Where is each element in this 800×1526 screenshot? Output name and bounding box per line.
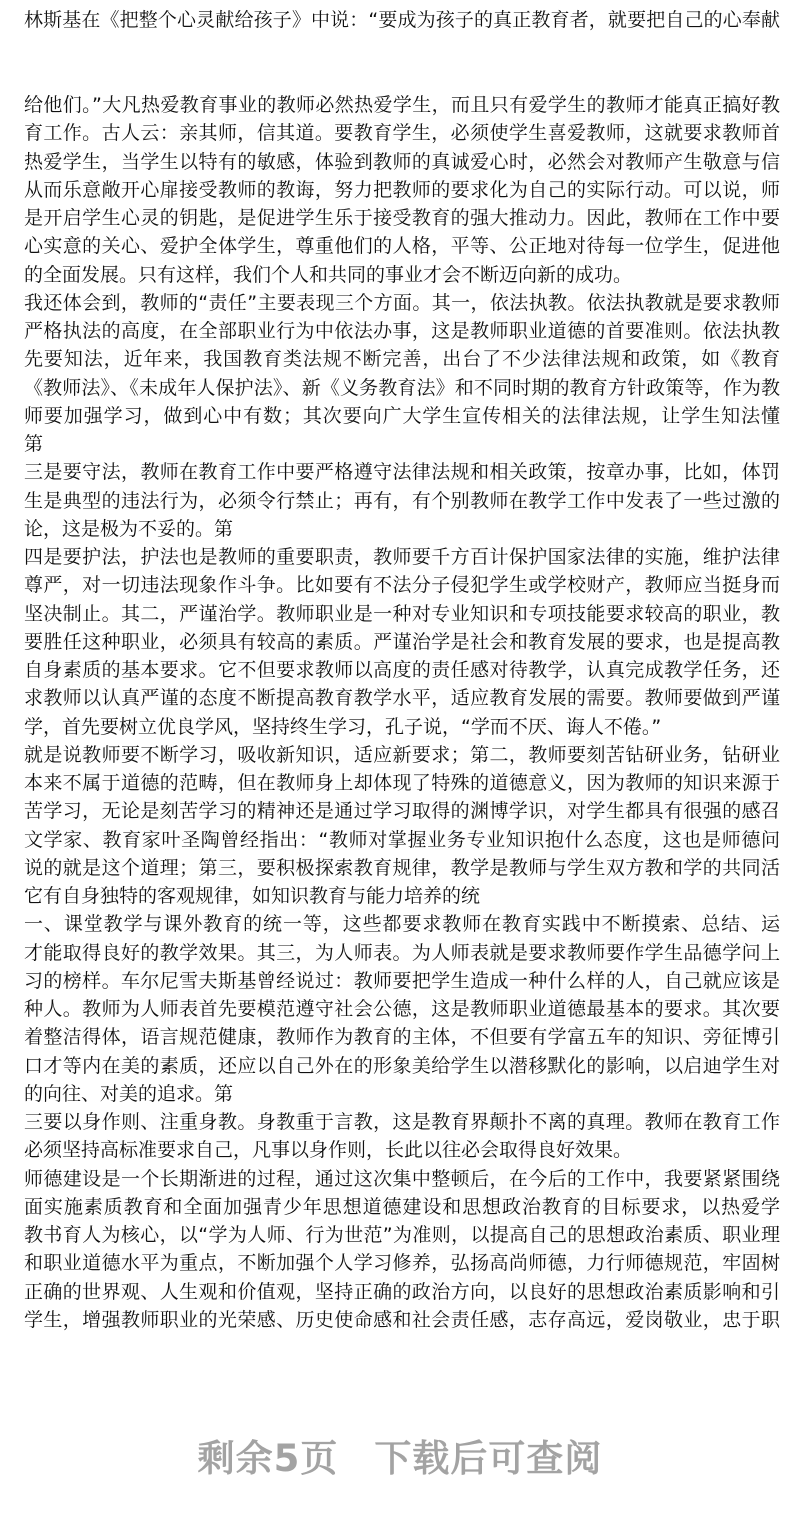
text-line: 是开启学生心灵的钥匙，是促进学生乐于接受教育的强大推动力。因此，教师在工作中要 xyxy=(24,207,780,229)
text-line: 教书育人为核心，以“学为人师、行为世范”为准则，以提高自己的思想政治素质、职业理 xyxy=(24,1224,780,1246)
text-line: 种人。教师为人师表首先要模范遵守社会公德，这是教师职业道德最基本的要求。其次要 xyxy=(24,998,780,1020)
text-line: 苦学习，无论是刻苦学习的精神还是通过学习取得的渊博学识，对学生都具有很强的感召 xyxy=(24,800,780,823)
text-line: 才能取得良好的教学效果。其三，为人师表。为人师表就是要求教师要作学生品德学问上 xyxy=(24,941,780,964)
text-line: 求教师以认真严谨的态度不断提高教育教学水平，适应教育发展的需要。教师要做到严谨 xyxy=(24,687,780,710)
text-line: 给他们。”大凡热爱教育事业的教师必然热爱学生，而且只有爱学生的教师才能真正搞好教 xyxy=(24,94,780,116)
text-line: 林斯基在《把整个心灵献给孩子》中说：“要成为孩子的真正教育者，就要把自己的心奉献 xyxy=(24,9,780,31)
text-line: 口才等内在美的素质，还应以自己外在的形象美给学生以潜移默化的影响，以启迪学生对 xyxy=(24,1054,780,1077)
text-line: 必须坚持高标准要求自己，凡事以身作则，长此以往必会取得良好效果。 xyxy=(24,1139,633,1162)
text-line: 着整洁得体，语言规范健康，教师作为教育的主体，不但要有学富五车的知识、旁征博引 xyxy=(24,1026,780,1049)
download-to-view-label[interactable]: 下载后可查阅 xyxy=(374,1437,603,1480)
text-line: 四是要护法，护法也是教师的重要职责，教师要千方百计保护国家法律的实施，维护法律 xyxy=(24,546,780,568)
text-line: 一、课堂教学与课外教育的统一等，这些都要求教师在教育实践中不断摸索、总结、运 xyxy=(24,913,780,936)
text-line: 心实意的关心、爱护全体学生，尊重他们的人格，平等、公正地对待每一位学生，促进他 xyxy=(24,235,780,258)
text-line: 和职业道德水平为重点，不断加强个人学习修养，弘扬高尚师德，力行师德规范，牢固树 xyxy=(24,1252,780,1275)
text-line: 的向往、对美的追求。第 xyxy=(24,1082,234,1105)
text-line: 学，首先要树立优良学风，坚持终生学习，孔子说，“学而不厌、诲人不倦。” xyxy=(24,715,662,738)
text-line: 《教师法》、《未成年人保护法》、新《义务教育法》和不同时期的教育方针政策等，作为教 xyxy=(24,376,780,399)
text-line: 尊严，对一切违法现象作斗争。比如要有不法分子侵犯学生或学校财产，教师应当挺身而 xyxy=(24,574,780,597)
text-line: 说的就是这个道理；第三，要积极探索教育规律，教学是教师与学生双方教和学的共同活 xyxy=(24,856,780,879)
text-line: 我还体会到，教师的“责任”主要表现三个方面。其一，依法执教。依法执教就是要求教师 xyxy=(24,291,780,314)
text-line: 本来不属于道德的范畴，但在教师身上却体现了特殊的道德意义，因为教师的知识来源于 xyxy=(24,772,780,794)
text-line: 学生，增强教师职业的光荣感、历史使命感和社会责任感，志存高远，爱岗敬业，忠于职 xyxy=(24,1308,780,1331)
text-line: 师要加强学习，做到心中有数；其次要向广大学生宣传相关的法律法规，让学生知法懂 xyxy=(24,404,780,427)
text-line: 正确的世界观、人生观和价值观，坚持正确的政治方向，以良好的思想政治素质影响和引 xyxy=(24,1280,780,1303)
text-line: 热爱学生，当学生以特有的敏感，体验到教师的真诚爱心时，必然会对教师产生敬意与信 xyxy=(24,150,780,173)
text-line: 文学家、教育家叶圣陶曾经指出：“教师对掌握业务专业知识抱什么态度，这也是师德问 xyxy=(24,828,780,851)
text-line: 严格执法的高度，在全部职业行为中依法办事，这是教师职业道德的首要准则。依法执教 xyxy=(24,320,780,342)
text-line: 它有自身独特的客观规律，如知识教育与能力培养的统 xyxy=(24,885,481,907)
text-line: 从而乐意敞开心扉接受教师的教诲，努力把教师的要求化为自己的实际行动。可以说，师 xyxy=(24,178,780,201)
text-line: 三是要守法，教师在教育工作中要严格遵守法律法规和相关政策，按章办事，比如，体罚 xyxy=(24,461,780,484)
text-line: 第 xyxy=(24,433,44,455)
text-line: 习的榜样。车尔尼雪夫斯基曾经说过：教师要把学生造成一种什么样的人，自己就应该是 xyxy=(24,969,780,992)
text-line: 论，这是极为不妥的。第 xyxy=(24,517,234,540)
text-line: 先要知法，近年来，我国教育类法规不断完善，出台了不少法律法规和政策，如《教育 xyxy=(24,348,780,371)
text-line: 的全面发展。只有这样，我们个人和共同的事业才会不断迈向新的成功。 xyxy=(24,263,633,286)
text-line: 就是说教师要不断学习，吸收新知识，适应新要求；第二，教师要刻苦钻研业务，钻研业 xyxy=(24,743,780,766)
download-prompt-banner[interactable] xyxy=(0,1428,800,1482)
text-line: 三要以身作则、注重身教。身教重于言教，这是教育界颠扑不离的真理。教师在教育工作 xyxy=(24,1111,780,1133)
remaining-pages-label: 剩余5页 xyxy=(197,1437,339,1480)
text-line: 生是典型的违法行为，必须令行禁止；再有，有个别教师在教学工作中发表了一些过激的 xyxy=(24,489,780,512)
text-line: 要胜任这种职业，必须具有较高的素质。严谨治学是社会和教育发展的要求，也是提高教 xyxy=(24,630,780,653)
text-line: 师德建设是一个长期渐进的过程，通过这次集中整顿后，在今后的工作中，我要紧紧围绕 xyxy=(24,1167,780,1190)
text-line: 育工作。古人云：亲其师，信其道。要教育学生，必须使学生喜爱教师，这就要求教师首 xyxy=(24,122,780,145)
text-line: 面实施素质教育和全面加强青少年思想道德建设和思想政治教育的目标要求，以热爱学 xyxy=(24,1195,780,1218)
text-line: 自身素质的基本要求。它不但要求教师以高度的责任感对待教学，认真完成教学任务，还 xyxy=(24,659,780,681)
text-line: 坚决制止。其二，严谨治学。教师职业是一种对专业知识和专项技能要求较高的职业，教 xyxy=(24,602,780,625)
